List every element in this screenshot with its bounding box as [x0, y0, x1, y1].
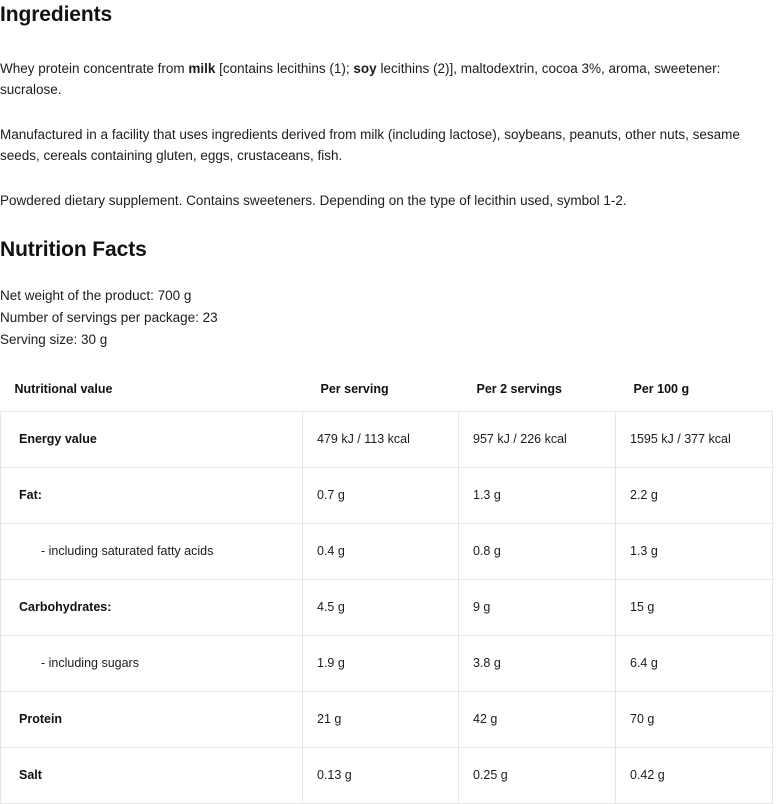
- ingredients-text-suffix: lecithins (2)], maltodextrin, cocoa 3%, aroma, sweetener: sucralose.: [0, 61, 721, 97]
- row-value-per-100g: 1595 kJ / 377 kcal: [616, 411, 773, 467]
- row-value-per-2-servings: 0.8 g: [459, 523, 616, 579]
- row-label: - including sugars: [1, 635, 303, 691]
- row-value-per-100g: 15 g: [616, 579, 773, 635]
- row-value-per-serving: 4.5 g: [303, 579, 459, 635]
- row-value-per-100g: 0.42 g: [616, 747, 773, 803]
- column-header-per-2-servings: Per 2 servings: [476, 381, 562, 396]
- nutrition-table-header: [1, 367, 773, 411]
- allergen-milk: milk: [188, 61, 216, 76]
- table-row: [1, 579, 773, 635]
- serving-size-line: Serving size: 30 g: [0, 332, 108, 347]
- allergen-soy: soy: [353, 61, 377, 76]
- column-header-nutritional-value: Nutritional value: [14, 381, 113, 396]
- allergen-facility-paragraph: Manufactured in a facility that uses ingredients derived from milk (including lactose), soybeans, peanuts, other nuts, sesame seeds, cereals containing gluten, eggs, crustaceans, fish.: [0, 127, 740, 163]
- row-value-per-serving: 0.7 g: [303, 467, 459, 523]
- row-value-per-100g: 70 g: [616, 691, 773, 747]
- product-info-page: [0, 2, 777, 804]
- row-value-per-2-servings: 1.3 g: [459, 467, 616, 523]
- table-row: [1, 691, 773, 747]
- table-row: [1, 523, 773, 579]
- row-value-per-2-servings: 957 kJ / 226 kcal: [459, 411, 616, 467]
- nutrition-summary-list: [0, 285, 772, 351]
- column-header-per-serving: Per serving: [320, 381, 389, 396]
- row-label: Energy value: [1, 411, 303, 467]
- row-value-per-2-servings: 0.25 g: [459, 747, 616, 803]
- nutrition-facts-heading: Nutrition Facts: [0, 238, 147, 261]
- supplement-note-paragraph: Powdered dietary supplement. Contains sweeteners. Depending on the type of lecithin used, symbol 1-2.: [0, 193, 627, 208]
- row-value-per-serving: 0.13 g: [303, 747, 459, 803]
- ingredients-text-prefix: Whey protein concentrate from: [0, 61, 189, 76]
- ingredients-text-mid: [contains lecithins (1);: [215, 61, 354, 76]
- row-value-per-2-servings: 9 g: [459, 579, 616, 635]
- row-label: Salt: [1, 747, 303, 803]
- row-label: Fat:: [1, 467, 303, 523]
- row-value-per-serving: 1.9 g: [303, 635, 459, 691]
- servings-per-package-line: Number of servings per package: 23: [0, 310, 218, 325]
- row-value-per-2-servings: 3.8 g: [459, 635, 616, 691]
- table-row: [1, 467, 773, 523]
- row-value-per-serving: 479 kJ / 113 kcal: [303, 411, 459, 467]
- ingredients-paragraph: [0, 58, 772, 100]
- table-row: [1, 411, 773, 467]
- table-row: [1, 635, 773, 691]
- row-label: Protein: [1, 691, 303, 747]
- row-value-per-serving: 0.4 g: [303, 523, 459, 579]
- row-label: - including saturated fatty acids: [1, 523, 303, 579]
- table-header-row: [1, 367, 773, 411]
- row-value-per-100g: 6.4 g: [616, 635, 773, 691]
- table-row: [1, 747, 773, 803]
- row-value-per-2-servings: 42 g: [459, 691, 616, 747]
- row-value-per-100g: 1.3 g: [616, 523, 773, 579]
- row-value-per-100g: 2.2 g: [616, 467, 773, 523]
- net-weight-line: Net weight of the product: 700 g: [0, 288, 192, 303]
- row-value-per-serving: 21 g: [303, 691, 459, 747]
- column-header-per-100g: Per 100 g: [633, 381, 690, 396]
- ingredients-heading: Ingredients: [0, 3, 113, 26]
- nutrition-table-body: [1, 411, 773, 803]
- nutrition-table: [0, 367, 773, 804]
- row-label: Carbohydrates:: [1, 579, 303, 635]
